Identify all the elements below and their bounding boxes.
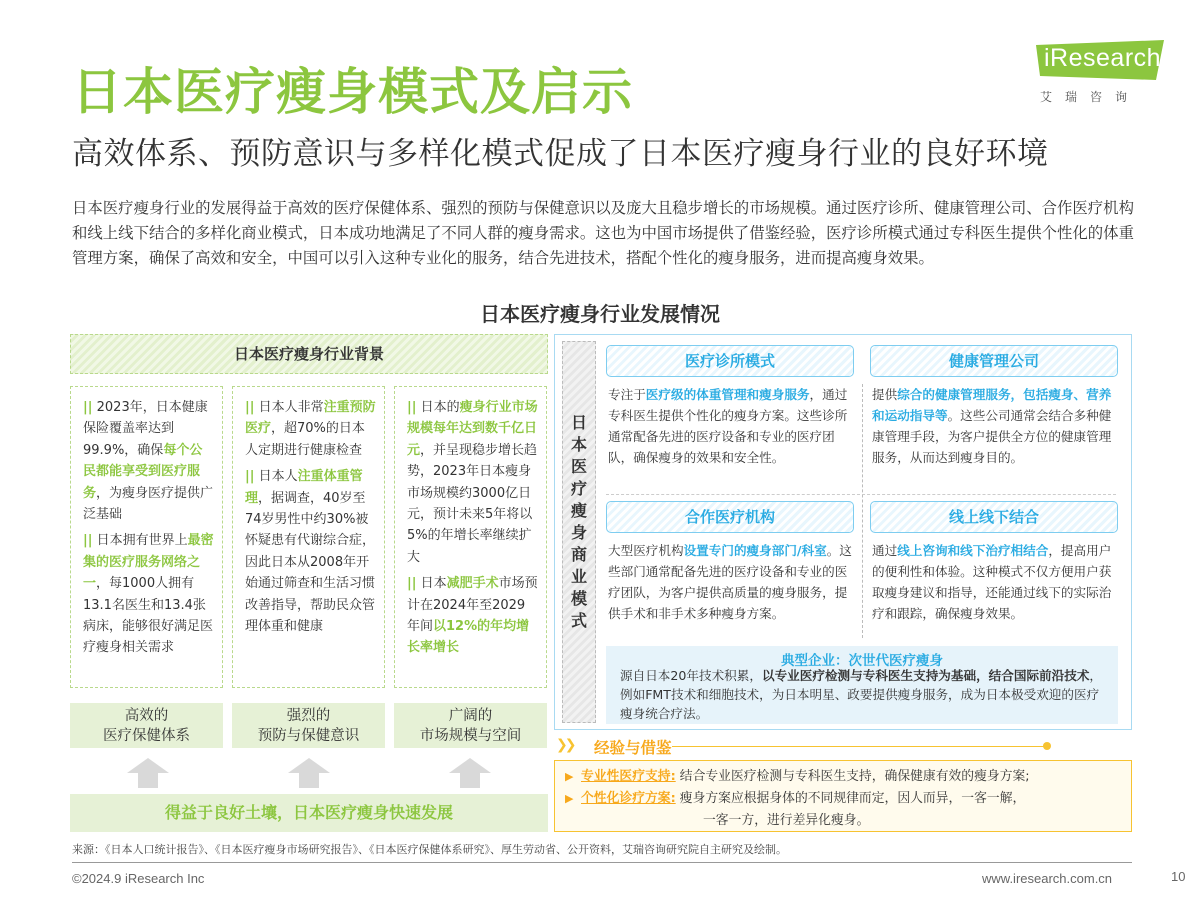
triangle-bullet-icon: ▶ <box>565 770 574 783</box>
copyright: ©2024.9 iResearch Inc <box>72 871 205 886</box>
mode-desc-clinic: 专注于医疗级的体重管理和瘦身服务，通过专科医生提供个性化的瘦身方案。这些诊所通常配备先进的医疗设备和专业的医疗团队，确保瘦身的效果和安全性。 <box>608 387 848 465</box>
experience-item-continuation: 一客一方，进行差异化瘦身。 <box>703 813 870 828</box>
business-models-vertical-label <box>562 341 596 723</box>
page-subtitle: 高效体系、预防意识与多样化模式促成了日本医疗瘦身行业的良好环境 <box>72 136 1049 172</box>
source-note: 来源：《日本人口统计报告》、《日本医疗瘦身市场研究报告》、《日本医疗保健体系研究》、厚生劳动省、公开资料，艾瑞咨询研究院自主研究及绘制。 <box>72 843 787 856</box>
mode-desc-partner-institution: 大型医疗机构设置专门的瘦身部门/科室。这些部门通常配备先进的医疗设备和专业的医疗团队，为客户提供高质量的瘦身服务，提供手术和非手术多种瘦身方案。 <box>608 543 852 621</box>
typical-enterprise-box <box>606 646 1118 724</box>
up-arrow-icon <box>288 758 330 788</box>
background-banner: 日本医疗瘦身行业背景 <box>70 334 548 374</box>
page-number: 10 <box>1171 869 1186 884</box>
mode-vertical-divider <box>862 384 863 638</box>
experience-item: ▶ 个性化诊疗方案: 瘦身方案应根据身体的不同规律而定，因人而异，一客一解， <box>565 788 1121 810</box>
background-column-2 <box>232 386 385 688</box>
background-label-1: 高效的 医疗保健体系 <box>70 703 223 748</box>
logo-text: iResearch <box>1044 44 1162 72</box>
background-column-1 <box>70 386 223 688</box>
up-arrow-icon <box>127 758 169 788</box>
background-item: || 日本人非常注重预防医疗，超70%的日本人定期进行健康检查 <box>245 400 376 458</box>
case-text: 源自日本20年技术积累，以专业医疗检测与专科医生支持为基础，结合国际前沿技术，例如FMT技术和细胞技术，为日本明星、政要提供瘦身服务，成为日本极受欢迎的医疗瘦身统合疗法。 <box>620 668 1102 721</box>
up-arrow-icon <box>449 758 491 788</box>
background-item: || 日本的瘦身行业市场规模每年达到数千亿日元，并呈现稳步增长趋势，2023年日本瘦身市场规模约3000亿日元，预计未来5年将以5%的年增长率继续扩大 <box>407 400 538 565</box>
logo-cn-text: 艾瑞咨询 <box>1040 90 1141 104</box>
experience-item: ▶ 专业性医疗支持: 结合专业医疗检测与专科医生支持，确保健康有效的瘦身方案; <box>565 766 1121 788</box>
vertical-label-text: 日 本 医 疗 瘦 身 商 业 模 式 <box>570 413 587 630</box>
experience-title: 经验与借鉴 <box>594 739 672 757</box>
background-item: || 2023年，日本健康保险覆盖率达到99.9%，确保每个公民都能享受到医疗服务，为瘦身医疗提供广泛基础 <box>83 400 214 523</box>
background-item: || 日本减肥手术市场预计在2024年至2029年间以12%的年均增长率增长 <box>407 576 538 656</box>
background-column-3 <box>394 386 547 688</box>
mode-horizontal-divider <box>606 494 1116 495</box>
mode-title-health-company: 健康管理公司 <box>870 345 1118 377</box>
chart-title: 日本医疗瘦身行业发展情况 <box>480 302 720 326</box>
footer-divider <box>72 862 1132 863</box>
experience-box <box>554 760 1132 832</box>
development-banner: 得益于良好土壤，日本医疗瘦身快速发展 <box>70 794 548 832</box>
page-title: 日本医疗瘦身模式及启示 <box>72 63 633 121</box>
mode-desc-health-company: 提供综合的健康管理服务，包括瘦身、营养和运动指导等。这些公司通常会结合多种健康管理手段，为客户提供全方位的健康管理服务，从而达到瘦身目的。 <box>872 387 1112 465</box>
double-chevron-icon: ❯❯ <box>556 737 574 753</box>
mode-desc-online-offline: 通过线上咨询和线下治疗相结合，提高用户的便利性和体验。这种模式不仅方便用户获取瘦身建议和指导，还能通过线下的实际治疗和跟踪，确保瘦身效果。 <box>872 543 1112 621</box>
case-title: 典型企业：次世代医疗瘦身 <box>781 653 943 669</box>
experience-line <box>672 746 1046 747</box>
mode-title-clinic: 医疗诊所模式 <box>606 345 854 377</box>
experience-dot <box>1043 742 1051 750</box>
background-item: || 日本拥有世界上最密集的医疗服务网络之一，每1000人拥有13.1名医生和13.4张病床，能够很好满足医疗瘦身相关需求 <box>83 533 214 656</box>
triangle-bullet-icon: ▶ <box>565 792 574 805</box>
intro-paragraph: 日本医疗瘦身行业的发展得益于高效的医疗保健体系、强烈的预防与保健意识以及庞大且稳步增长的市场规模。通过医疗诊所、健康管理公司、合作医疗机构和线上线下结合的多样化商业模式，日本成功地满足了不同人群的瘦身需求。这也为中国市场提供了借鉴经验，医疗诊所模式通过专科医生提供个性化的体重管理方案，确保了高效和安全，中国可以引入这种专业化的服务，结合先进技术，搭配个性化的瘦身服务，进而提高瘦身效果。 <box>72 199 1134 267</box>
iresearch-logo <box>1030 38 1170 108</box>
background-item: || 日本人注重体重管理，据调查，40岁至74岁男性中约30%被怀疑患有代谢综合症，因此日本从2008年开始通过筛查和生活习惯改善指导，帮助民众管理体重和健康 <box>245 469 376 635</box>
mode-title-partner-institution: 合作医疗机构 <box>606 501 854 533</box>
website-link[interactable]: www.iresearch.com.cn <box>982 871 1113 886</box>
background-label-3: 广阔的 市场规模与空间 <box>394 703 547 748</box>
mode-title-online-offline: 线上线下结合 <box>870 501 1118 533</box>
background-label-2: 强烈的 预防与保健意识 <box>232 703 385 748</box>
